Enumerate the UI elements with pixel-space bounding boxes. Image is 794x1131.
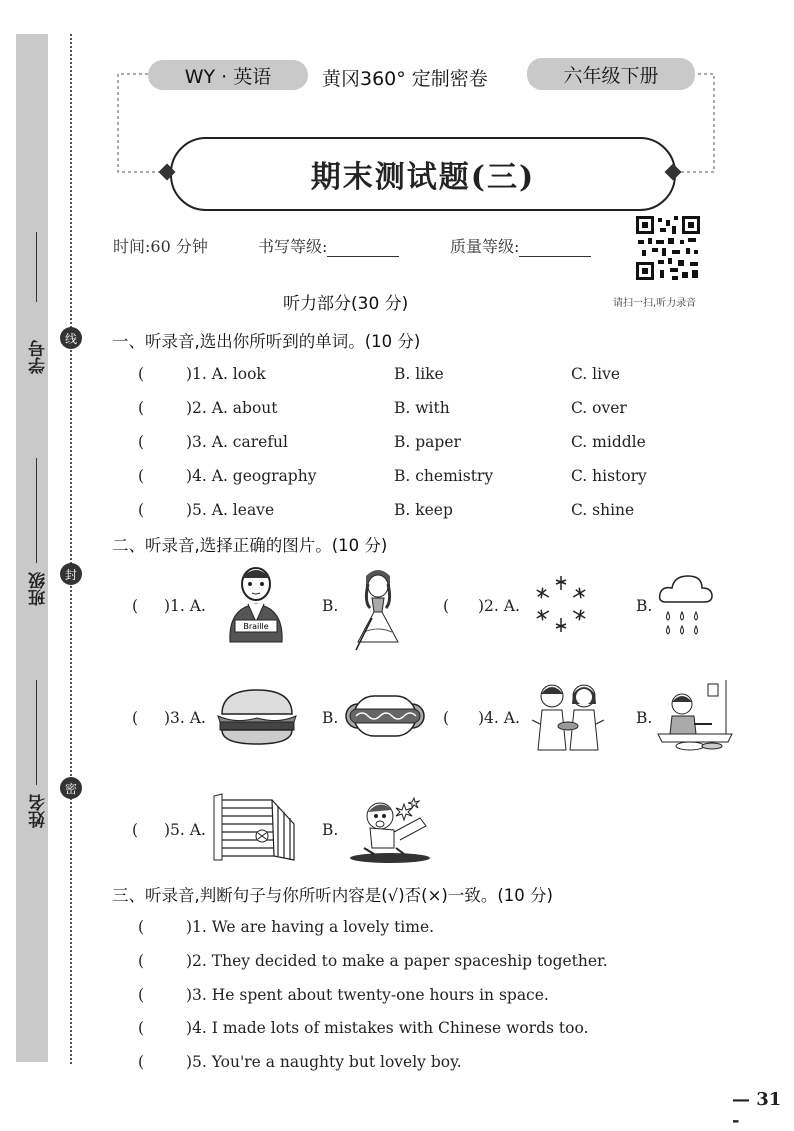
quality-grade-blank <box>519 240 591 257</box>
s2-q4-paren: ( <box>443 709 450 727</box>
s2-q1-a-label: )1. A. <box>164 597 206 615</box>
grade-pill: 六年级下册 <box>527 58 695 90</box>
s2-q5-a-label: )5. A. <box>164 821 206 839</box>
writing-grade-blank <box>327 240 399 257</box>
s1-q3-a: )3. A. careful <box>186 433 288 451</box>
s3-q5: )5. You're a naughty but lovely boy. <box>186 1053 462 1071</box>
s1-q5-paren: ( <box>138 501 145 519</box>
s2-q1-b-label: B. <box>322 597 339 615</box>
s1-q1-paren: ( <box>138 365 145 383</box>
man-portrait-icon <box>222 566 292 642</box>
hamburger-icon <box>216 688 298 746</box>
s3-q2-paren: ( <box>138 952 145 970</box>
section2-title: 二、听录音,选择正确的图片。(10 分) <box>112 536 388 555</box>
s3-q1: )1. We are having a lovely time. <box>186 918 435 936</box>
cut-line <box>70 34 72 1064</box>
quality-grade <box>450 234 591 257</box>
time-limit: 时间:60 分钟 <box>113 237 208 256</box>
name-tag-text: Braille <box>243 622 269 631</box>
hot-dog-icon <box>344 694 426 738</box>
class-blank <box>36 458 37 563</box>
seal-secret-mark: 密 <box>60 777 82 799</box>
title-box <box>170 137 676 211</box>
name-label: 姓名 <box>29 794 49 828</box>
page-title: 期末测试题(三) <box>310 160 536 195</box>
stairs-with-ball-icon <box>212 792 296 862</box>
name-blank <box>36 680 37 785</box>
s3-q3: )3. He spent about twenty-one hours in space. <box>186 986 549 1004</box>
s1-q2-c: C. over <box>571 399 627 417</box>
s3-q4-paren: ( <box>138 1019 145 1037</box>
s1-q4-paren: ( <box>138 467 145 485</box>
writing-grade <box>258 234 399 257</box>
seal-line-mark: 线 <box>60 327 82 349</box>
snowflake-icon <box>528 572 594 636</box>
s3-q1-paren: ( <box>138 918 145 936</box>
student-id-label: 学号 <box>29 340 49 374</box>
boy-washing-dishes-icon <box>656 680 734 754</box>
student-id-blank <box>36 232 37 302</box>
s1-q4-c: C. history <box>571 467 647 485</box>
page-number: — 31 - <box>732 1089 782 1131</box>
s1-q2-b: B. with <box>394 399 450 417</box>
s1-q5-c: C. shine <box>571 501 635 519</box>
s3-q2: )2. They decided to make a paper spaceship together. <box>186 952 608 970</box>
class-label: 班级 <box>29 572 49 606</box>
writing-grade-label: 书写等级: <box>258 237 328 256</box>
seal-seal-mark: 封 <box>60 563 82 585</box>
s1-q3-paren: ( <box>138 433 145 451</box>
s1-q5-b: B. keep <box>394 501 453 519</box>
binding-margin-strip <box>16 34 48 1062</box>
s2-q5-paren: ( <box>132 821 139 839</box>
s2-q3-b-label: B. <box>322 709 339 727</box>
qr-caption: 请扫一扫,听力录音 <box>613 298 697 309</box>
quality-grade-label: 质量等级: <box>450 237 520 256</box>
section1-title: 一、听录音,选出你所听到的单词。(10 分) <box>112 332 421 351</box>
s1-q1-b: B. like <box>394 365 444 383</box>
boy-falling-icon <box>344 796 436 864</box>
s3-q5-paren: ( <box>138 1053 145 1071</box>
s3-q4: )4. I made lots of mistakes with Chinese words too. <box>186 1019 589 1037</box>
s1-q2-paren: ( <box>138 399 145 417</box>
s1-q3-c: C. middle <box>571 433 646 451</box>
girl-in-dress-icon <box>350 566 406 650</box>
s1-q1-c: C. live <box>571 365 621 383</box>
s2-q4-a-label: )4. A. <box>478 709 520 727</box>
s1-q5-a: )5. A. leave <box>186 501 275 519</box>
s3-q3-paren: ( <box>138 986 145 1004</box>
s2-q1-paren: ( <box>132 597 139 615</box>
s2-q4-b-label: B. <box>636 709 653 727</box>
s2-q3-a-label: )3. A. <box>164 709 206 727</box>
s1-q3-b: B. paper <box>394 433 461 451</box>
s1-q1-a: )1. A. look <box>186 365 266 383</box>
qr-code-icon[interactable] <box>636 216 700 280</box>
brand-text: 黄冈360° 定制密卷 <box>322 68 488 90</box>
s1-q2-a: )2. A. about <box>186 399 278 417</box>
two-girls-cooking-icon <box>528 680 610 754</box>
section3-title: 三、听录音,判断句子与你所听内容是(√)否(×)一致。(10 分) <box>112 886 553 905</box>
s2-q5-b-label: B. <box>322 821 339 839</box>
rain-cloud-icon <box>658 572 714 636</box>
listening-heading: 听力部分(30 分) <box>283 294 409 314</box>
subject-pill: WY · 英语 <box>148 60 308 90</box>
s2-q2-b-label: B. <box>636 597 653 615</box>
s2-q3-paren: ( <box>132 709 139 727</box>
s2-q2-paren: ( <box>443 597 450 615</box>
s1-q4-b: B. chemistry <box>394 467 494 485</box>
s1-q4-a: )4. A. geography <box>186 467 317 485</box>
s2-q2-a-label: )2. A. <box>478 597 520 615</box>
